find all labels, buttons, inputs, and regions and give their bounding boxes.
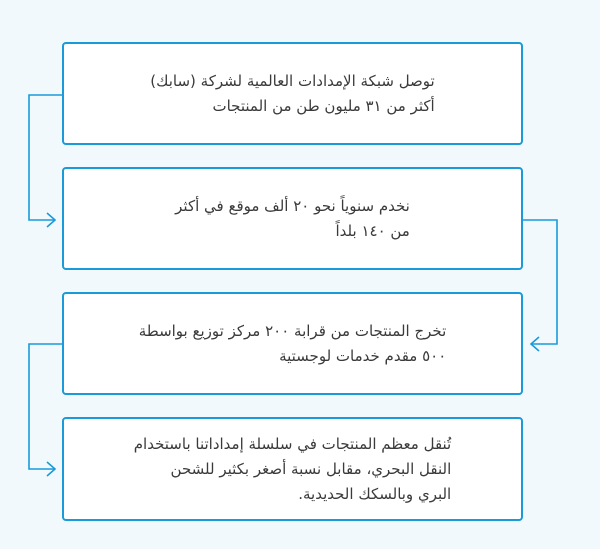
step-text-1: توصل شبكة الإمدادات العالمية لشركة (سابك) أكثر من ٣١ مليون طن من المنتجات	[150, 71, 435, 115]
step-text-2: نخدم سنوياً نحو ٢٠ ألف موقع في أكثر من ١٤٠ بلداً	[175, 196, 410, 240]
step-box-3	[62, 292, 523, 395]
connector-step2-to-step3	[523, 220, 557, 351]
step-text-4: تُنقل معظم المنتجات في سلسلة إمداداتنا باستخدام النقل البحري، مقابل نسبة أصغر بكثير للشحن البري وبالسكك الحديدية.	[133, 434, 452, 503]
step-box-4	[62, 417, 523, 521]
step-text-3: تخرج المنتجات من قرابة ٢٠٠ مركز توزيع بواسطة ٥٠٠ مقدم خدمات لوجستية	[138, 321, 447, 365]
connector-step1-to-step2	[29, 95, 62, 227]
step-box-1	[62, 42, 523, 145]
connector-step3-to-step4	[29, 344, 62, 476]
step-box-2	[62, 167, 523, 270]
